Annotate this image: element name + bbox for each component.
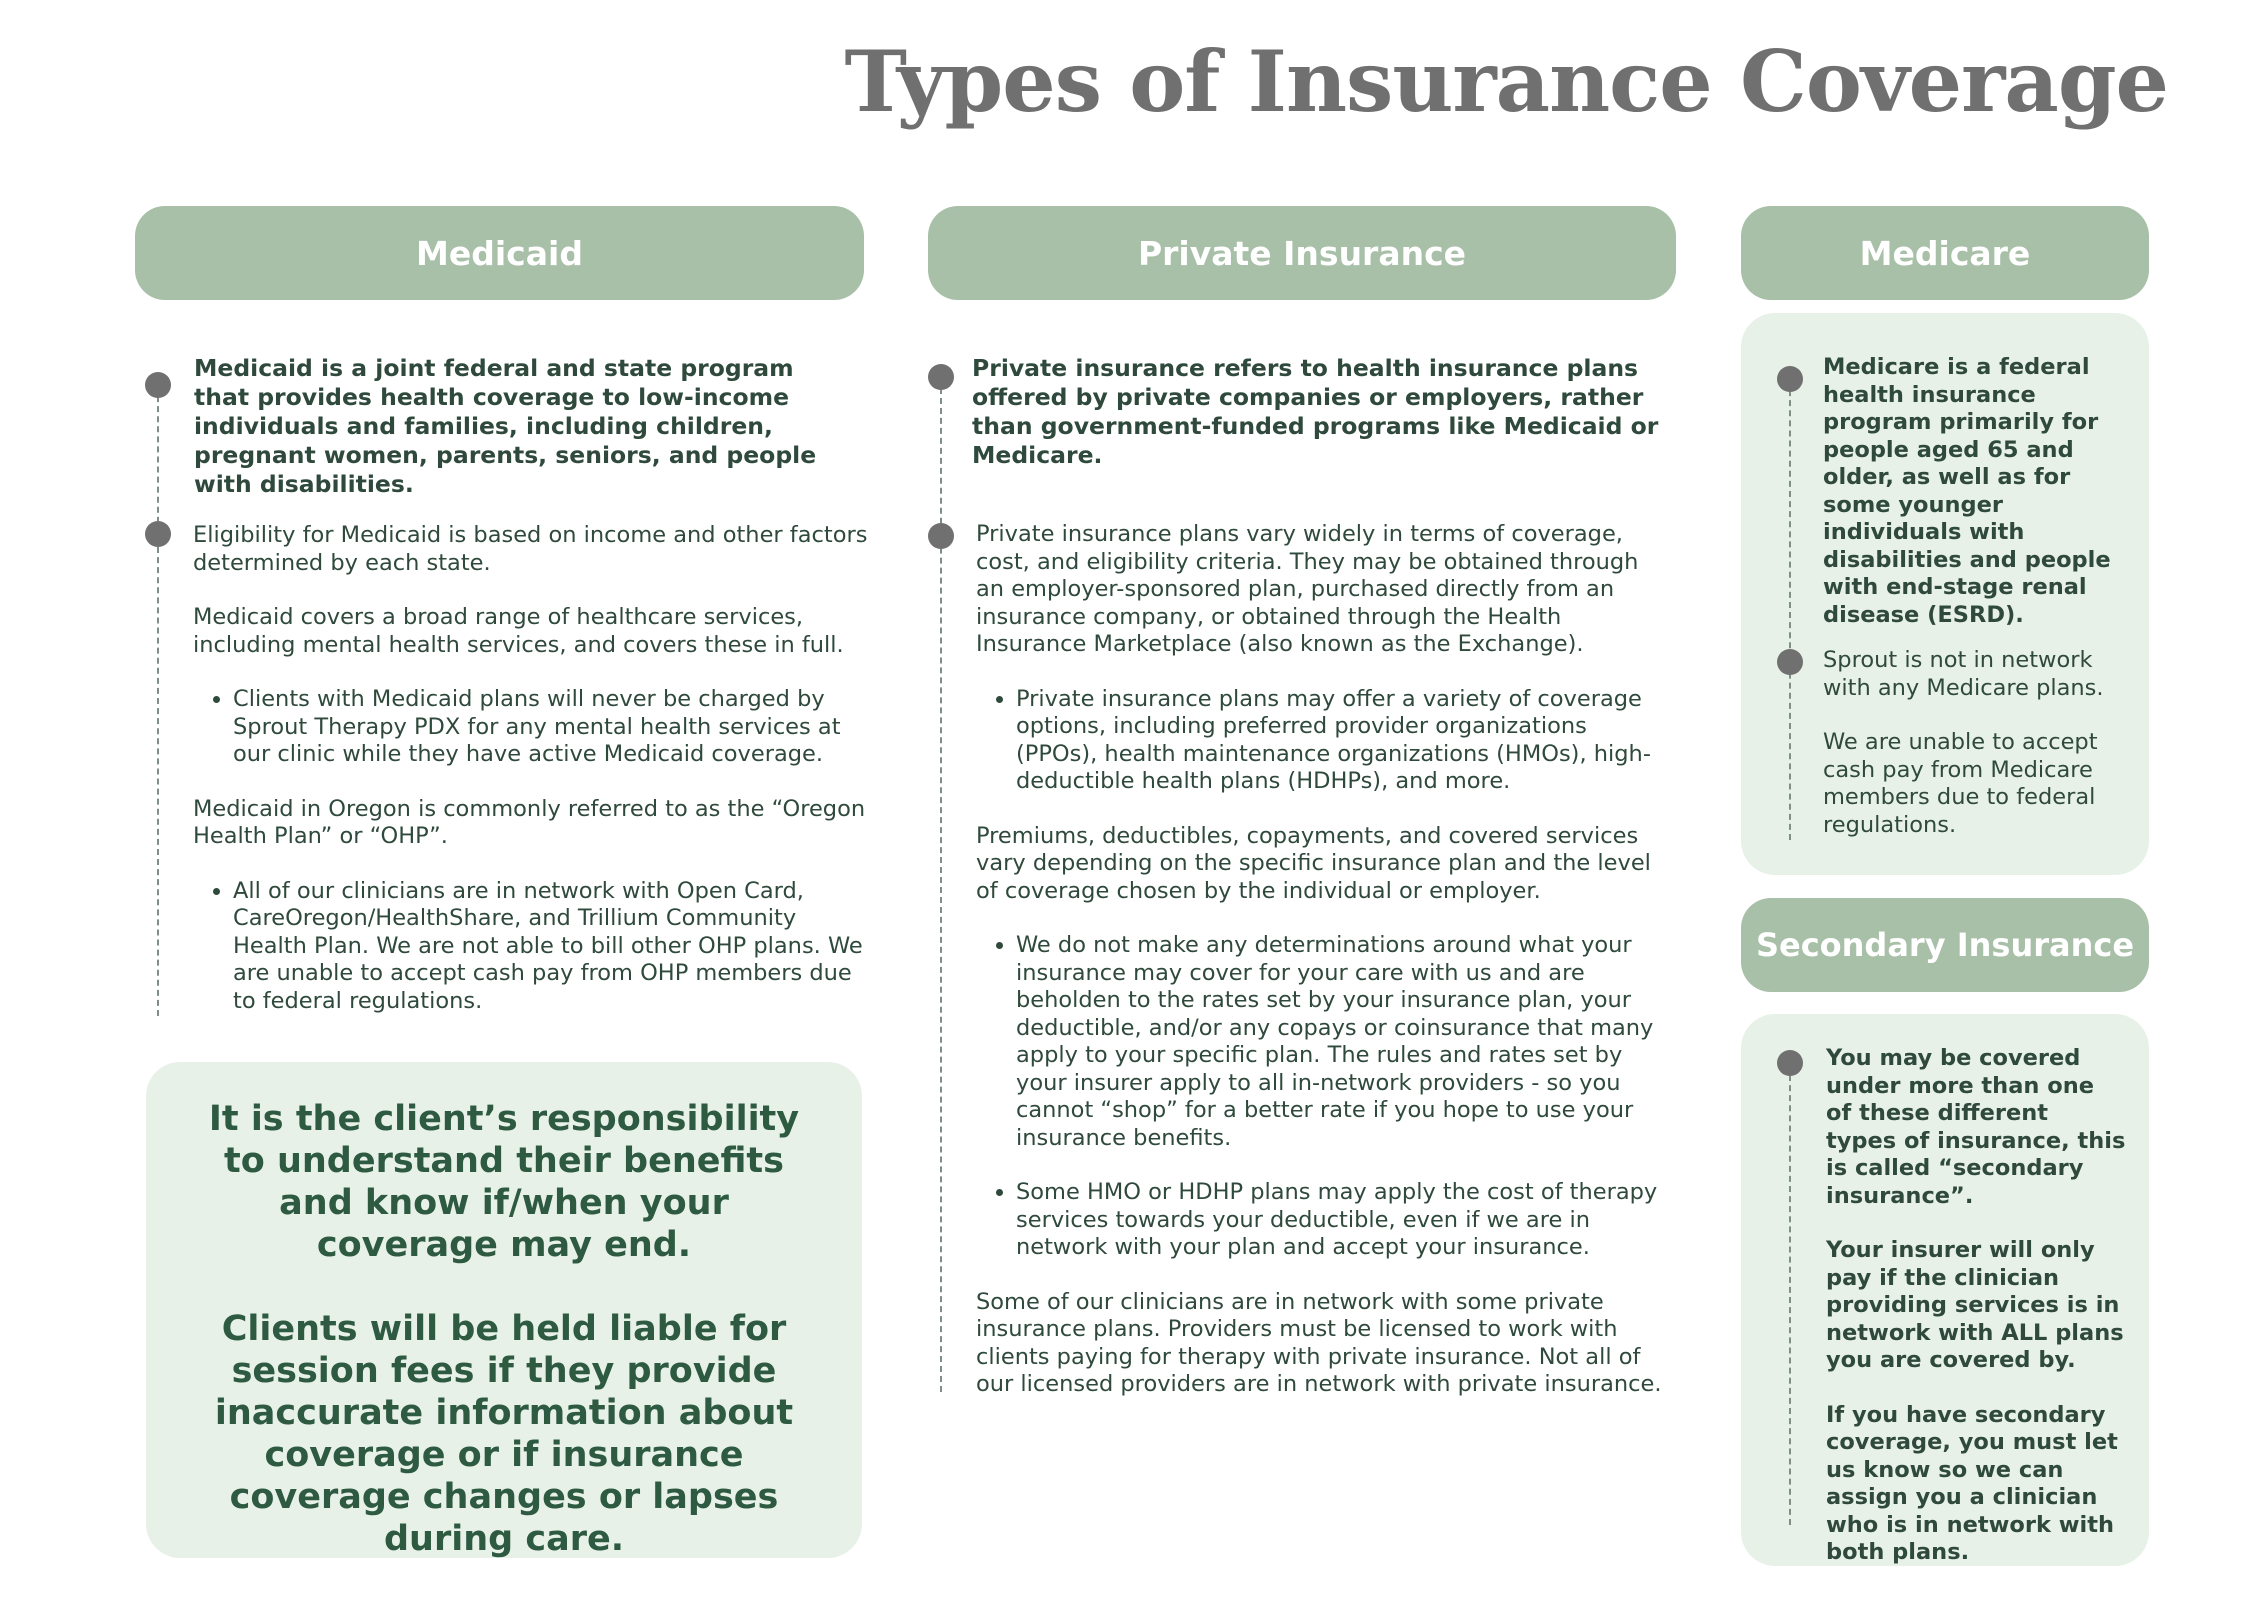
private-insurance-list-item: • Some HMO or HDHP plans may apply the cost of therapy services towards your deductible, even if we are in network with your plan and accept your insurance. [1016, 1179, 1666, 1262]
medicare-timeline [1789, 380, 1791, 840]
private-insurance-header: Private Insurance [928, 206, 1676, 300]
medicare-bullet-dot [1777, 649, 1803, 675]
private-insurance-network: Some of our clinicians are in network with some private insurance plans. Providers must be licensed to work with clients paying for therapy with private insurance. Not all of our licensed providers are in network with private insurance. [976, 1288, 1662, 1397]
medicaid-oregon: Medicaid in Oregon is commonly referred to as the “Oregon Health Plan” or “OHP”. [193, 795, 866, 849]
medicare-intro: Medicare is a federal health insurance program primarily for people aged 65 and older, as well as for some younger individuals with disabilities and people with end-stage renal disease (ESRD). [1823, 354, 2111, 628]
private-insurance-list [976, 686, 1666, 796]
medicaid-list-item: • All of our clinicians are in network with Open Card, CareOregon/HealthShare, and Trillium Community Health Plan. We are not able to bill other OHP plans. We are unable to accept cash pay from OHP members due to federal regulations. [233, 878, 869, 1016]
private-insurance-bullet-dot [928, 364, 954, 390]
notice-liability: Clients will be held liable for session fees if they provide inaccurate information about coverage or if insurance coverage changes or lapses during care. [214, 1309, 794, 1559]
private-insurance-list-item: • Private insurance plans may offer a variety of coverage options, including preferred provider organizations (PPOs), health maintenance organizations (HMOs), high-deductible health plans (HDHPs), and more. [1016, 686, 1666, 796]
secondary-insurance-definition: You may be covered under more than one of these different types of insurance, this is called “secondary insurance”. [1826, 1045, 2126, 1209]
medicaid-bullet-dot [145, 372, 171, 398]
secondary-insurance-notify: If you have secondary coverage, you must let us know so we can assign you a clinician who is in network with both plans. [1826, 1401, 2118, 1565]
medicaid-bullet-dot [145, 521, 171, 547]
medicaid-details [193, 522, 869, 1042]
medicare-cash-pay: We are unable to accept cash pay from Medicare members due to federal regulations. [1823, 729, 2098, 838]
private-insurance-list [976, 932, 1666, 1262]
medicare-details [1823, 647, 2123, 839]
secondary-insurance-header: Secondary Insurance [1741, 898, 2149, 992]
private-insurance-intro: Private insurance refers to health insurance plans offered by private companies or employers, rather than government-funded programs like Medicaid or Medicare. [972, 354, 1659, 469]
medicaid-header: Medicaid [135, 206, 864, 300]
medicaid-list [193, 878, 869, 1016]
medicaid-coverage: Medicaid covers a broad range of healthcare services, including mental health services, and covers these in full. [193, 604, 844, 658]
medicaid-intro: Medicaid is a joint federal and state program that provides health coverage to low-income individuals and families, including children, pregnant women, parents, seniors, and people with disabilities. [194, 354, 817, 498]
private-insurance-premiums: Premiums, deductibles, copayments, and covered services vary depending on the specific insurance plan and the level of coverage chosen by the individual or employer. [976, 822, 1651, 904]
secondary-insurance-payment: Your insurer will only pay if the clinician providing services is in network with ALL plans you are covered by. [1826, 1237, 2124, 1373]
page-title: Types of Insurance Coverage [844, 32, 2168, 131]
private-insurance-details [976, 521, 1666, 1399]
secondary-insurance-details [1826, 1045, 2126, 1567]
medicaid-list [193, 686, 869, 769]
notice-responsibility: It is the client’s responsibility to understand their benefits and know if/when your coverage may end. [208, 1099, 800, 1265]
medicare-bullet-dot [1777, 366, 1803, 392]
medicaid-eligibility: Eligibility for Medicaid is based on income and other factors determined by each state. [193, 522, 868, 576]
private-insurance-list-item: • We do not make any determinations around what your insurance may cover for your care with us and are beholden to the rates set by your insurance plan, your deductible, and/or any copays or coinsurance that many apply to your specific plan. The rules and rates set by your insurer apply to all in-network providers - so you cannot “shop” for a better rate if you hope to use your insurance benefits. [1016, 932, 1666, 1152]
secondary-insurance-bullet-dot [1777, 1050, 1803, 1076]
secondary-insurance-timeline [1789, 1075, 1791, 1525]
medicaid-timeline [157, 386, 159, 1016]
medicare-header: Medicare [1741, 206, 2149, 300]
private-insurance-bullet-dot [928, 523, 954, 549]
private-insurance-variety: Private insurance plans vary widely in terms of coverage, cost, and eligibility criteria. They may be obtained through an employer-sponsored plan, purchased directly from an insurance company, or obtained through the Health Insurance Marketplace (also known as the Exchange). [976, 521, 1639, 657]
client-responsibility-notice [146, 1062, 862, 1558]
medicare-network: Sprout is not in network with any Medicare plans. [1823, 647, 2104, 701]
medicaid-list-item: • Clients with Medicaid plans will never be charged by Sprout Therapy PDX for any mental health services at our clinic while they have active Medicaid coverage. [233, 686, 869, 769]
